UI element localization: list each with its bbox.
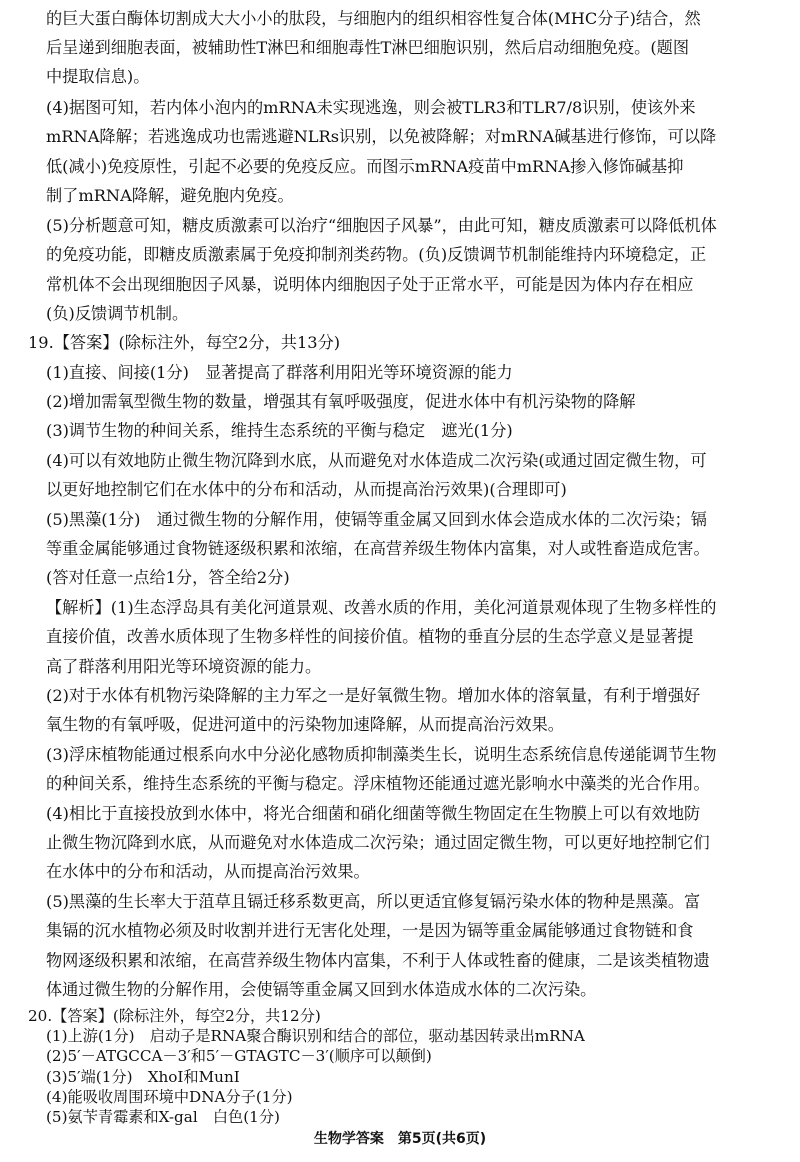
- answer-line: (4)能吸收周围环境中DNA分子(1分): [46, 1087, 293, 1106]
- answer-line: 等重金属能够通过食物链逐级积累和浓缩，在高营养级生物体内富集，对人或牲畜造成危害。: [46, 539, 710, 558]
- analysis-line: 止微生物沉降到水底，从而避免对水体造成二次污染；通过固定微生物，可以更好地控制它们: [46, 833, 710, 852]
- text-line: 后呈递到细胞表面，被辅助性T淋巴和细胞毒性T淋巴细胞识别，然后启动细胞免疫。(题图: [46, 38, 690, 57]
- answer-line: (2)5′－ATGCCA－3′和5′－GTAGTC－3′(顺序可以颠倒): [46, 1047, 432, 1066]
- analysis-line: 体通过微生物的分解作用，会使镉等重金属又回到水体造成水体的二次污染。: [46, 980, 597, 999]
- answer-line: (4)可以有效地防止微生物沉降到水底，从而避免对水体造成二次污染(或通过固定微生物，可: [46, 451, 707, 470]
- analysis-line: (5)黑藻的生长率大于菹草且镉迁移系数更高，所以更适宜修复镉污染水体的物种是黑藻。富: [46, 892, 701, 911]
- text-line: (4)据图可知，若内体小泡内的mRNA未实现逃逸，则会被TLR3和TLR7/8识别，使该外来: [46, 98, 696, 117]
- analysis-line: 在水体中的分布和活动，从而提高治污效果。: [46, 862, 370, 881]
- page-footer: 生物学答案 第5页(共6页): [313, 1131, 487, 1147]
- text-line: 的免疫功能，即糖皮质激素属于免疫抑制剂类药物。(负)反馈调节机制能维持内环境稳定，正: [46, 245, 707, 264]
- analysis-line: 物网逐级积累和浓缩，在高营养级生物体内富集，不利于人体或牲畜的健康，二是该类植物遗: [46, 951, 710, 970]
- analysis-line: (4)相比于直接投放到水体中，将光合细菌和硝化细菌等微生物固定在生物膜上可以有效地防: [46, 804, 701, 823]
- analysis-line: 氧生物的有氧呼吸，促进河道中的污染物加速降解，从而提高治污效果。: [46, 715, 564, 734]
- text-line: mRNA降解；若逃逸成功也需逃避NLRs识别，以免被降解；对mRNA碱基进行修饰，可以降: [46, 127, 717, 146]
- text-line: 常机体不会出现细胞因子风暴，说明体内细胞因子处于正常水平，可能是因为体内存在相应: [46, 275, 694, 294]
- answer-line: (答对任意一点给1分，答全给2分): [46, 568, 290, 587]
- analysis-line: 【解析】(1)生态浮岛具有美化河道景观、改善水质的作用，美化河道景观体现了生物多样性的: [46, 598, 717, 617]
- text-line: 的巨大蛋白酶体切割成大大小小的肽段，与细胞内的组织相容性复合体(MHC分子)结合，然: [46, 9, 701, 28]
- answer-line: (3)5′端(1分) XhoⅠ和MunⅠ: [46, 1067, 240, 1086]
- text-line: 中提取信息)。: [46, 67, 150, 86]
- answer-line: (5)氨苄青霉素和X-gal 白色(1分): [46, 1108, 280, 1126]
- analysis-line: 集镉的沉水植物必须及时收割并进行无害化处理，一是因为镉等重金属能够通过食物链和食: [46, 921, 694, 940]
- answer-line: (5)黑藻(1分) 通过微生物的分解作用，使镉等重金属又回到水体会造成水体的二次污染；镉: [46, 510, 707, 529]
- answer-line: (1)直接、间接(1分) 显著提高了群落利用阳光等环境资源的能力: [46, 363, 513, 382]
- answer-line: (1)上游(1分) 启动子是RNA聚合酶识别和结合的部位，驱动基因转录出mRNA: [46, 1027, 585, 1046]
- analysis-line: (2)对于水体有机物污染降解的主力军之一是好氧微生物。增加水体的溶氧量，有利于增强好: [46, 686, 701, 705]
- answer-line: (2)增加需氧型微生物的数量，增强其有氧呼吸强度，促进水体中有机污染物的降解: [46, 392, 636, 411]
- answer-line: (3)调节生物的种间关系，维持生态系统的平衡与稳定 遮光(1分): [46, 421, 513, 440]
- text-line: (负)反馈调节机制。: [46, 304, 189, 323]
- answer-heading-20: 20.【答案】(除标注外，每空2分，共12分): [28, 1007, 321, 1025]
- text-line: (5)分析题意可知，糖皮质激素可以治疗“细胞因子风暴”，由此可知，糖皮质激素可以降低机体: [46, 216, 717, 235]
- analysis-line: 的种间关系，维持生态系统的平衡与稳定。浮床植物还能通过遮光影响水中藻类的光合作用。: [46, 774, 710, 793]
- analysis-line: 直接价值，改善水质体现了生物多样性的间接价值。植物的垂直分层的生态学意义是显著提: [46, 627, 694, 646]
- analysis-line: 高了群落利用阳光等环境资源的能力。: [46, 657, 322, 676]
- answer-line: 以更好地控制它们在水体中的分布和活动，从而提高治污效果)(合理即可): [46, 480, 567, 499]
- answer-heading-19: 19.【答案】(除标注外，每空2分，共13分): [28, 333, 341, 352]
- analysis-line: (3)浮床植物能通过根系向水中分泌化感物质抑制藻类生长，说明生态系统信息传递能调节生物: [46, 745, 717, 764]
- text-line: 低(减小)免疫原性，引起不必要的免疫反应。而图示mRNA疫苗中mRNA掺入修饰碱基抑: [46, 157, 684, 176]
- text-line: 制了mRNA降解，避免胞内免疫。: [46, 186, 294, 205]
